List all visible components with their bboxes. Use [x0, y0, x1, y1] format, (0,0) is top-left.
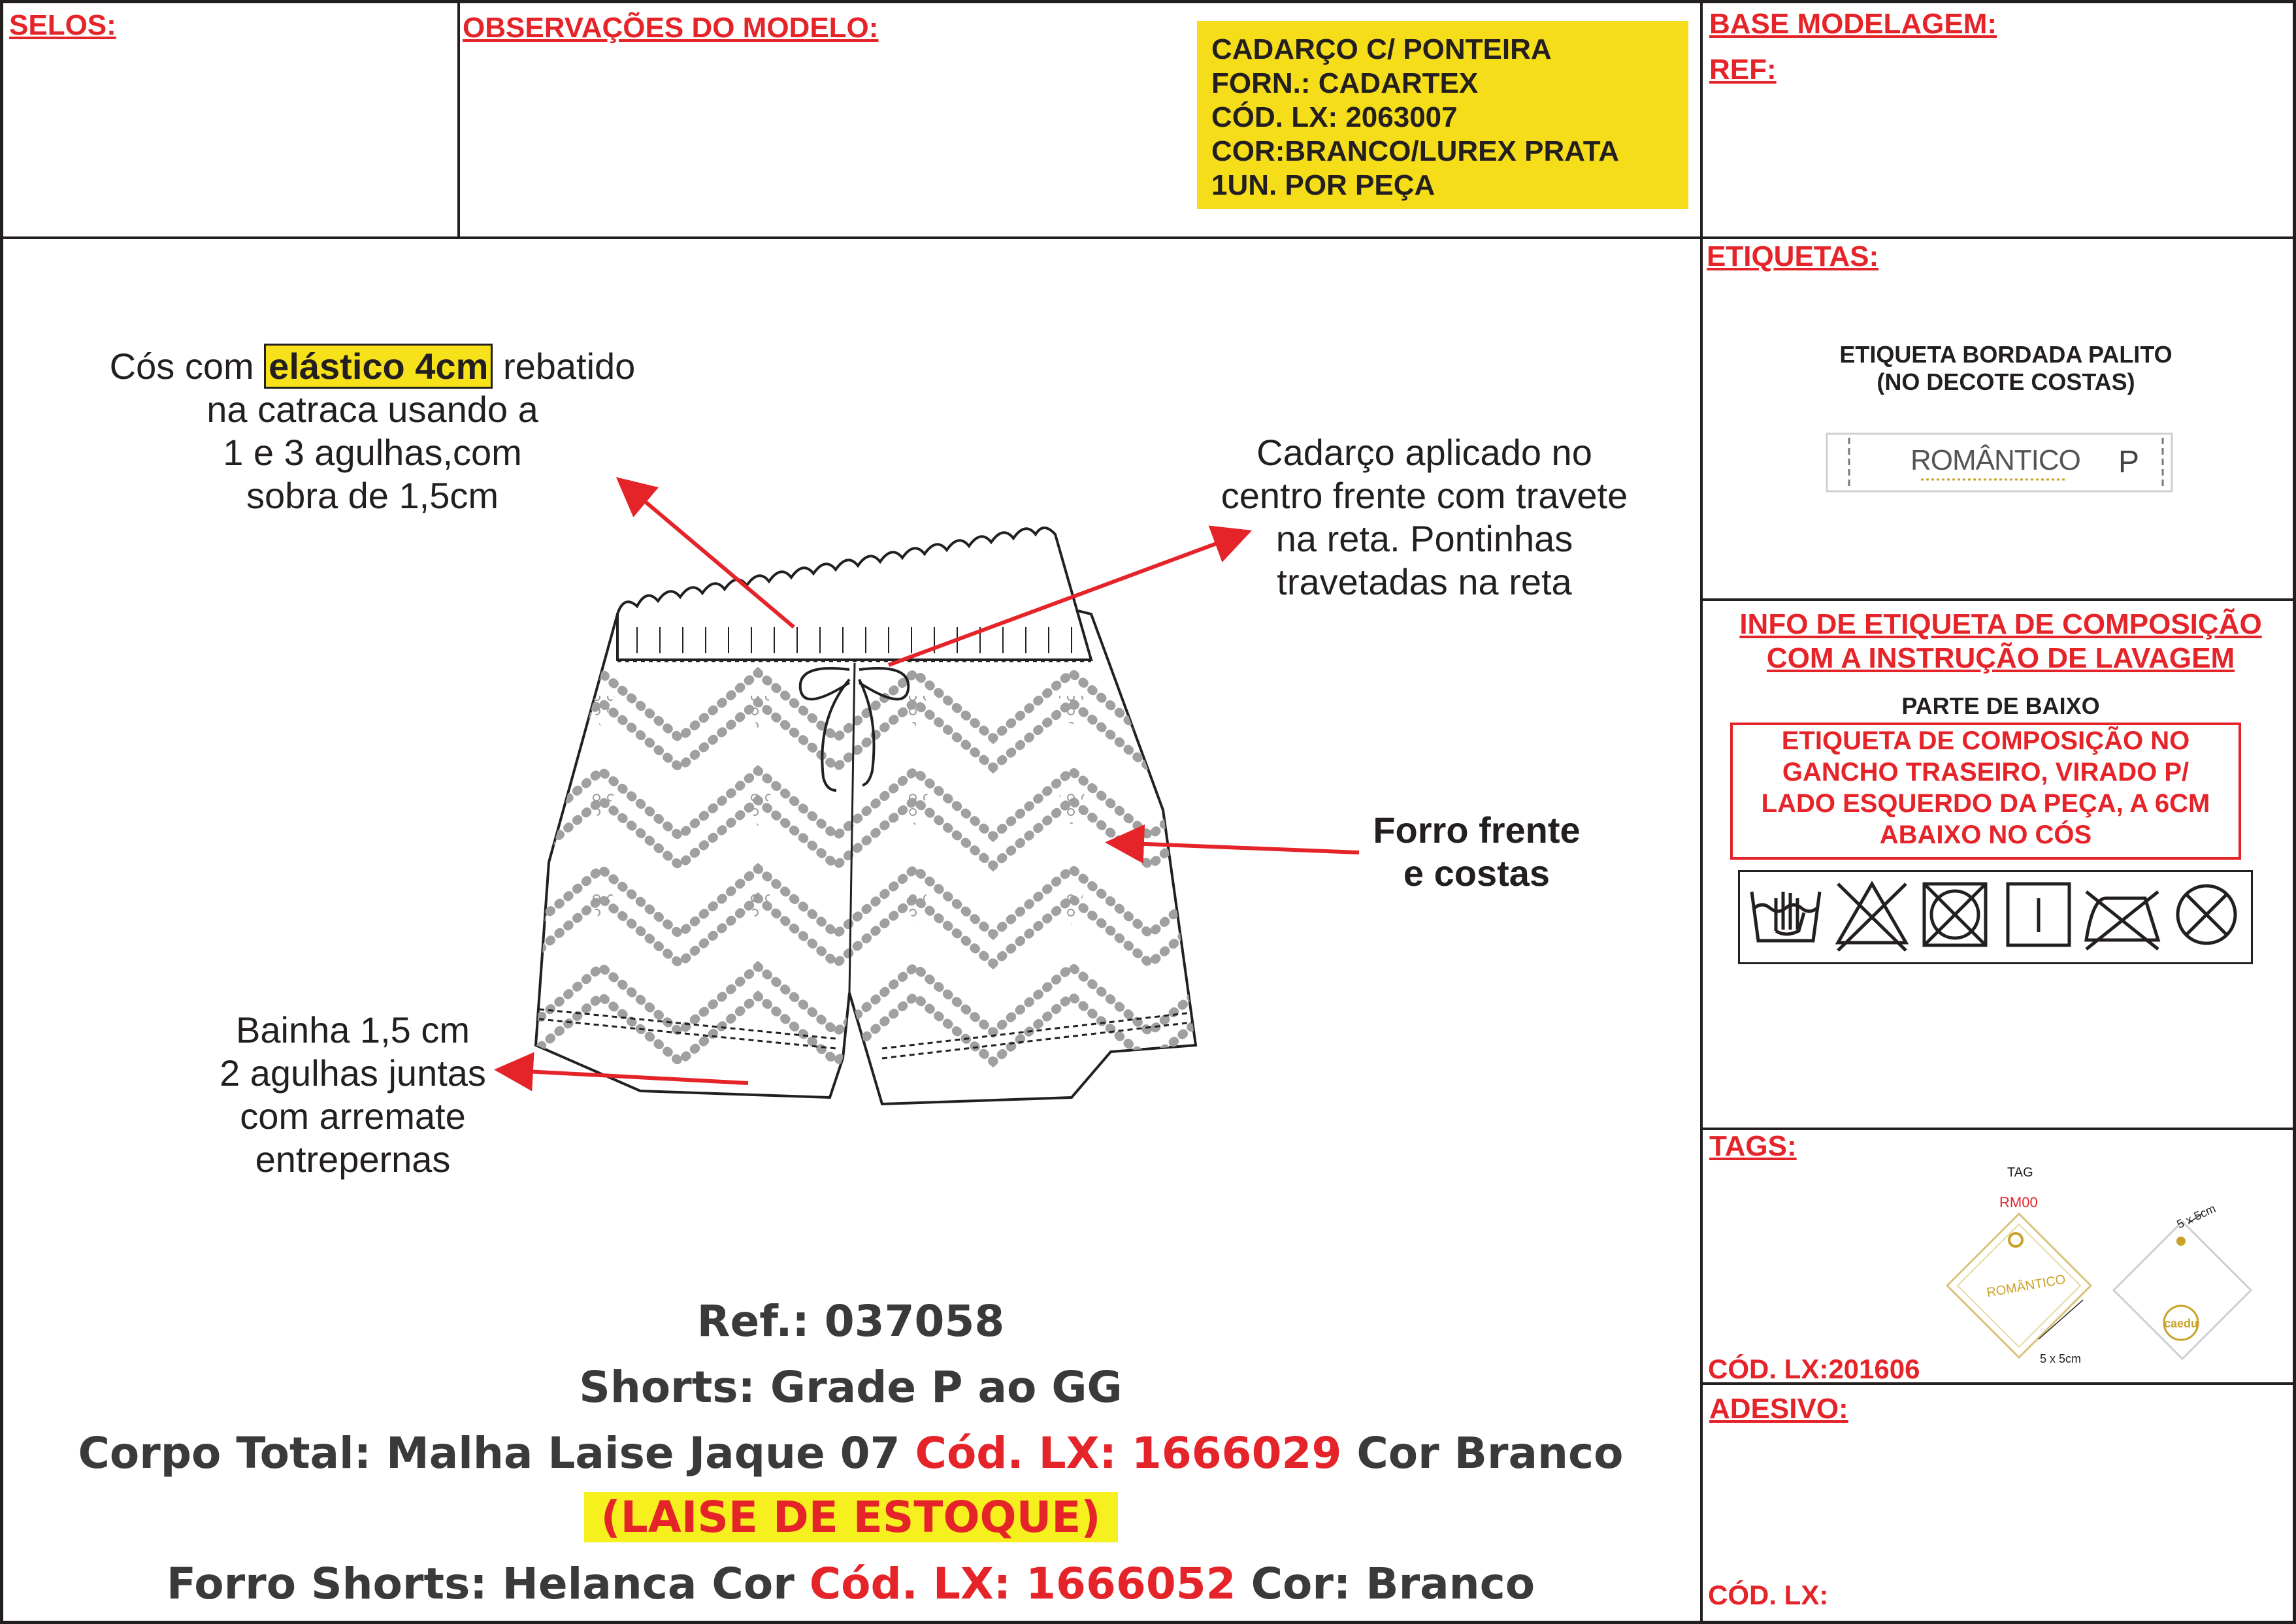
spec-line: FORN.: CADARTEX — [1211, 67, 1479, 99]
line-dry-icon — [2008, 884, 2069, 945]
footer-ref: Ref.: 037058 — [697, 1296, 1005, 1346]
drawstring-note-line: Cadarço aplicado no — [1256, 432, 1592, 473]
footer-stock — [0, 1492, 1701, 1542]
composition-box-line: GANCHO TRASEIRO, VIRADO P/ — [1782, 758, 2189, 787]
spec-line: CADARÇO C/ PONTEIRA — [1211, 33, 1552, 65]
adesivo-code: CÓD. LX: — [1708, 1580, 1829, 1610]
waistband-note-line: na catraca usando a — [206, 389, 538, 430]
palito-caption-line: ETIQUETA BORDADA PALITO — [1839, 341, 2173, 368]
elastic-highlight: elástico 4cm — [264, 344, 493, 389]
hem-note-line: 2 agulhas juntas — [220, 1052, 486, 1094]
palito-label-caption — [1777, 341, 2235, 396]
footer-lining-fabric — [0, 1559, 1701, 1609]
drawstring-note-line: na reta. Pontinhas — [1275, 518, 1573, 559]
lining-note-line: e costas — [1403, 853, 1550, 894]
body-fabric-text: Corpo Total: Malha Laise Jaque 07 — [78, 1428, 900, 1478]
spec-line: 1UN. POR PEÇA — [1211, 169, 1435, 201]
tag-label: TAG — [2007, 1165, 2033, 1180]
footer-grade: Shorts: Grade P ao GG — [579, 1362, 1123, 1412]
composition-box-line: LADO ESQUERDO DA PEÇA, A 6CM — [1761, 789, 2210, 818]
hem-note-line: com arremate — [240, 1096, 466, 1137]
footer-body-fabric — [0, 1428, 1701, 1478]
selos-label: SELOS: — [9, 9, 116, 41]
no-bleach-icon — [1838, 884, 1906, 950]
tag-size-note: 5 x 5cm — [2040, 1352, 2082, 1365]
lining-fabric-color: Cor: Branco — [1251, 1559, 1535, 1609]
base-modelagem-label: BASE MODELAGEM: — [1709, 8, 1997, 40]
border-bottom — [0, 1621, 2296, 1624]
lining-fabric-text: Forro Shorts: Helanca Cor — [166, 1559, 795, 1609]
hand-wash-icon — [1752, 892, 1820, 941]
waistband-ruffle — [617, 528, 1091, 660]
tags-title: TAGS: — [1709, 1130, 1797, 1162]
care-symbols-box — [1738, 870, 2253, 964]
waistband-note-pre: Cós com — [109, 346, 254, 387]
observations-label: OBSERVAÇÕES DO MODELO: — [463, 12, 879, 44]
palito-brand: ROMÂNTICO — [1911, 444, 2080, 476]
stock-highlight: (LAISE DE ESTOQUE) — [584, 1492, 1118, 1542]
composition-title-line: COM A INSTRUÇÃO DE LAVAGEM — [1766, 642, 2235, 674]
palito-size: P — [2118, 445, 2140, 479]
drawstring-note-line: travetadas na reta — [1277, 561, 1572, 602]
waistband-note-post: rebatido — [502, 346, 636, 387]
tag-brand: ROMÂNTICO — [1985, 1272, 2067, 1301]
body-fabric-color: Cor Branco — [1356, 1428, 1624, 1478]
spec-line: COR:BRANCO/LUREX PRATA — [1211, 135, 1620, 167]
hem-note-line: entrepernas — [255, 1139, 451, 1180]
no-iron-icon — [2086, 892, 2158, 949]
right-divider-1 — [1701, 236, 2296, 239]
adesivo-title: ADESIVO: — [1709, 1393, 1848, 1425]
tags-code-text: CÓD. LX:201606 — [1708, 1354, 1920, 1384]
composition-title — [1707, 608, 2295, 675]
lining-fabric-code: Cód. LX: 1666052 — [809, 1559, 1236, 1609]
border-right — [2293, 0, 2296, 1624]
lining-note-line: Forro frente — [1373, 809, 1581, 851]
waistband-note-line: 1 e 3 agulhas,com — [223, 432, 522, 473]
part-label: PARTE DE BAIXO — [1901, 692, 2100, 719]
tag-code: RM00 — [1999, 1194, 2038, 1210]
waistband-note-line: sobra de 1,5cm — [246, 475, 499, 516]
labels-title: ETIQUETAS: — [1707, 240, 1879, 272]
hem-note-line: Bainha 1,5 cm — [236, 1009, 470, 1050]
spec-line: CÓD. LX: 2063007 — [1211, 101, 1458, 133]
drawstring-note-line: centro frente com travete — [1221, 475, 1628, 516]
composition-box-line: ETIQUETA DE COMPOSIÇÃO NO — [1781, 726, 2190, 755]
body-fabric-code: Cód. LX: 1666029 — [915, 1428, 1342, 1478]
caedu-tag — [2114, 1214, 2251, 1359]
caedu-size-note: 5 x 5cm — [2174, 1201, 2218, 1231]
tags-code — [1708, 1354, 1920, 1385]
composition-instruction-box — [1730, 723, 2241, 860]
palito-caption-line: (NO DECOTE COSTAS) — [1877, 368, 2135, 395]
composition-box-line: ABAIXO NO CÓS — [1879, 820, 2092, 849]
no-tumble-dry-icon — [1924, 884, 1986, 945]
no-dry-clean-icon — [2178, 886, 2235, 943]
caedu-brand: caedu — [2164, 1317, 2199, 1330]
composition-title-line: INFO DE ETIQUETA DE COMPOSIÇÃO — [1739, 608, 2262, 640]
ref-label: REF: — [1709, 54, 1777, 86]
right-divider-2 — [1701, 598, 2296, 601]
